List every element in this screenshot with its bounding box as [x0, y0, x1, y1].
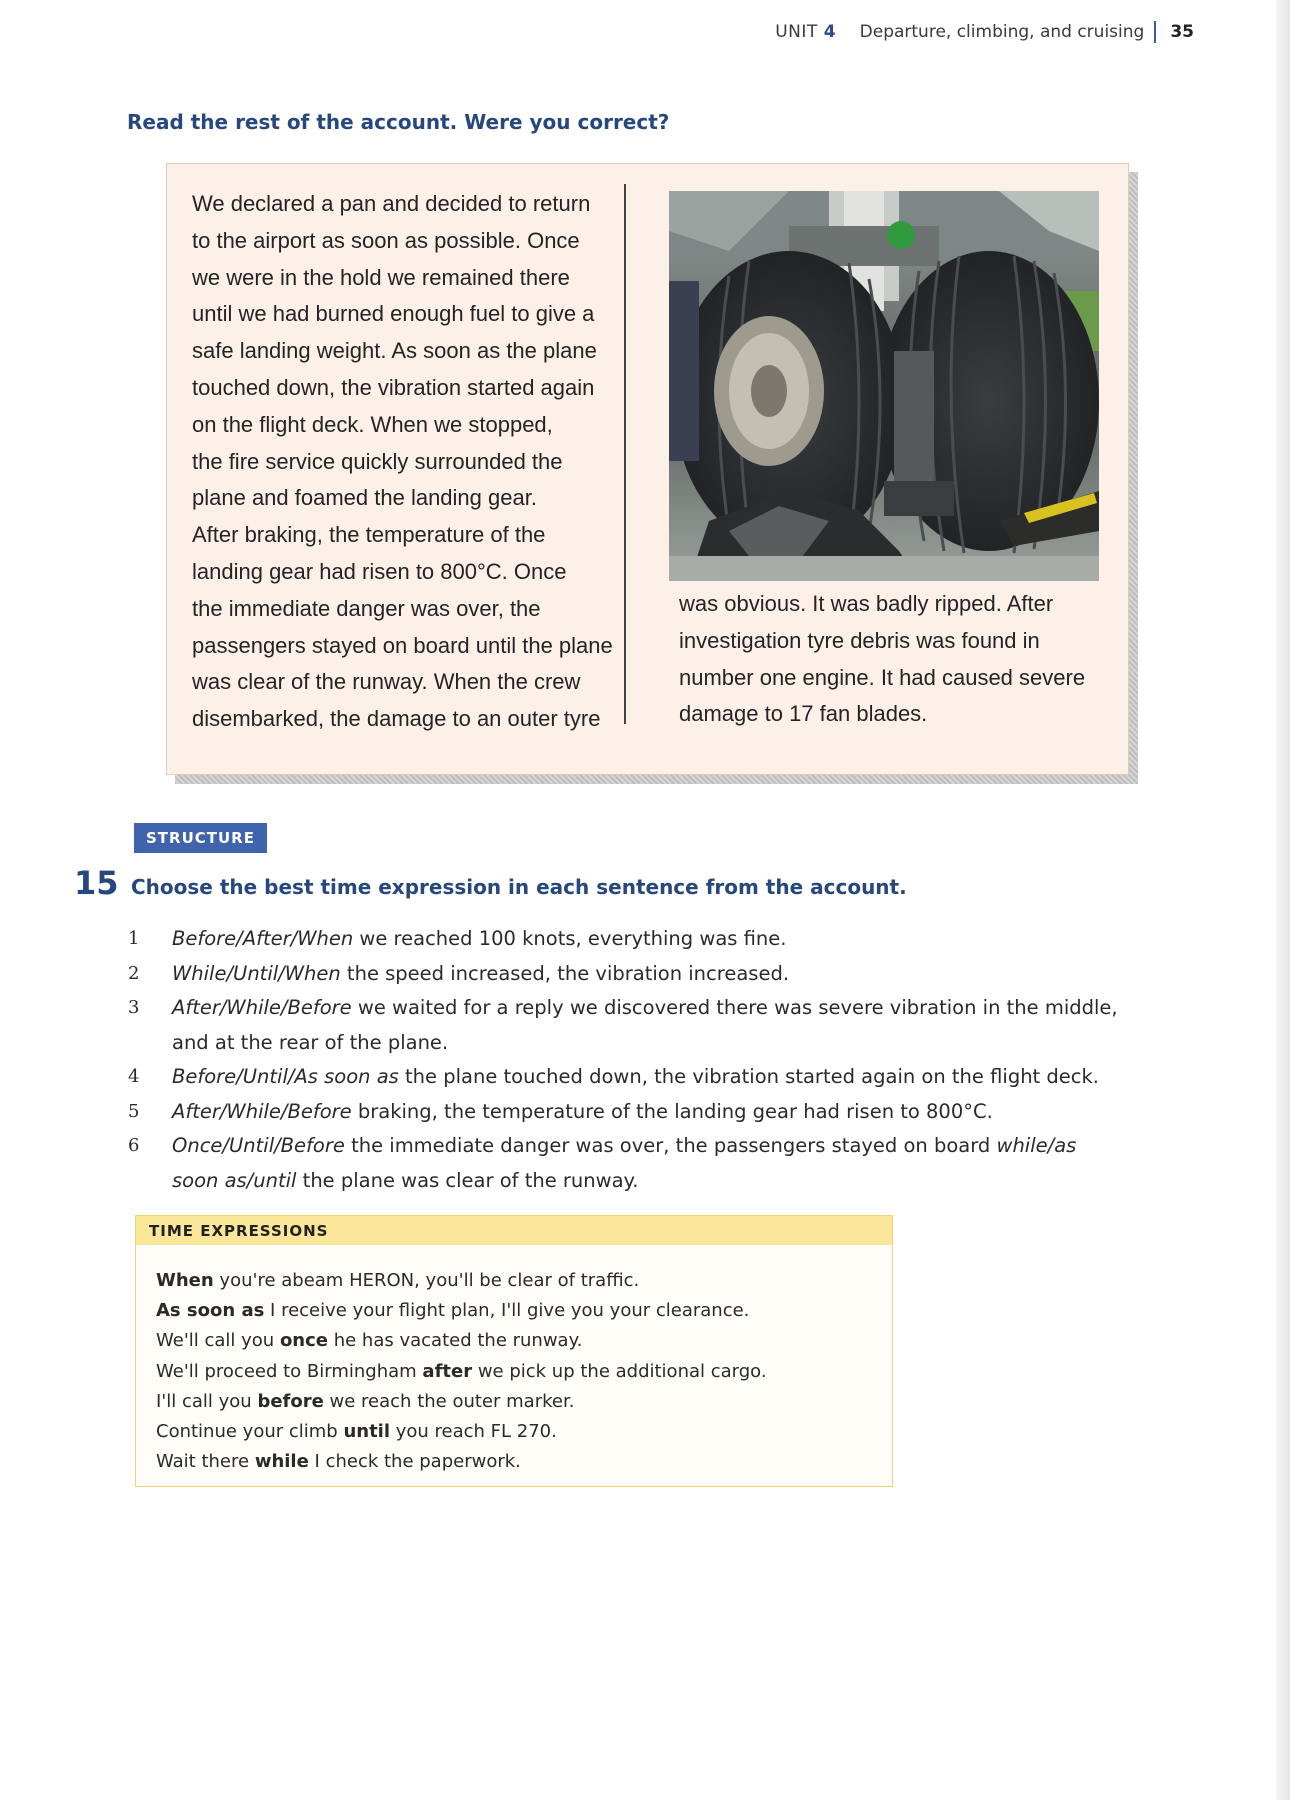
item-text-line — [172, 922, 1188, 957]
exercise-item — [128, 922, 1188, 957]
example-text: we reach the outer marker. — [323, 1390, 575, 1412]
reading-instruction: Read the rest of the account. Were you correct? — [127, 110, 670, 134]
example-text: we pick up the additional cargo. — [472, 1360, 767, 1382]
example-text: I'll call you — [156, 1390, 258, 1412]
exercise-list — [128, 922, 1188, 1198]
item-text: the plane touched down, the vibration started again on the flight deck. — [398, 1065, 1099, 1088]
page-number: 35 — [1170, 22, 1194, 42]
account-line: to the airport as soon as possible. Once — [192, 227, 580, 253]
unit-number: 4 — [823, 22, 836, 42]
item-number: 1 — [128, 928, 140, 949]
page-edge-shadow — [1276, 0, 1290, 1800]
item-number: 3 — [128, 997, 140, 1018]
time-expression-options: Before/Until/As soon as — [172, 1065, 399, 1088]
item-number: 5 — [128, 1100, 140, 1122]
account-line: We declared a pan and decided to return — [192, 191, 591, 216]
item-text: the immediate danger was over, the passengers stayed on board — [344, 1134, 997, 1157]
account-line: was clear of the runway. When the crew — [192, 669, 581, 695]
time-expression-keyword: until — [343, 1421, 391, 1443]
account-right-column — [679, 586, 1099, 733]
item-number: 4 — [128, 1066, 140, 1087]
header-divider — [1154, 21, 1156, 43]
time-expression-keyword: once — [279, 1330, 328, 1352]
example-text: Wait there — [156, 1451, 255, 1473]
item-text: the speed increased, the vibration increased. — [340, 961, 790, 985]
time-expression-example — [156, 1387, 767, 1417]
exercise-item — [128, 991, 1188, 1060]
account-line: After braking, the temperature of the — [192, 522, 546, 548]
account-line: damage to 17 fan blades. — [679, 701, 928, 727]
example-text: you're abeam HERON, you'll be clear of traffic. — [213, 1270, 640, 1291]
time-expression-example — [156, 1266, 767, 1296]
unit-label: UNIT — [775, 22, 818, 42]
account-line: investigation tyre debris was found in — [679, 627, 1040, 653]
time-expression-example — [156, 1417, 767, 1447]
account-line: the fire service quickly surrounded the — [192, 448, 563, 474]
time-expressions-heading: TIME EXPRESSIONS — [136, 1216, 892, 1245]
time-expression-keyword: As soon as — [156, 1300, 265, 1322]
account-line: touched down, the vibration started again — [192, 374, 595, 400]
time-expression-keyword: while — [254, 1451, 309, 1473]
item-text-line — [172, 1095, 1188, 1130]
item-text-line — [172, 1129, 1188, 1164]
item-text-line — [172, 991, 1188, 1026]
damaged-tyre-photo — [669, 191, 1099, 581]
time-expression-options: soon as/until — [172, 1168, 297, 1192]
time-expression-example — [156, 1447, 767, 1477]
exercise-item — [128, 1060, 1188, 1095]
item-number: 6 — [128, 1135, 140, 1156]
time-expression-options: Before/After/When — [172, 927, 354, 950]
time-expression-options: while/as — [996, 1134, 1077, 1157]
running-header — [775, 20, 1194, 44]
account-line: landing gear had risen to 800°C. Once — [192, 558, 567, 584]
example-text: We'll call you — [156, 1330, 280, 1352]
example-text: Continue your climb — [156, 1421, 344, 1443]
time-expression-options: After/While/Before — [172, 996, 352, 1019]
account-line: the immediate danger was over, the — [192, 595, 541, 621]
account-line: disembarked, the damage to an outer tyre — [192, 706, 601, 732]
item-text: and at the rear of the plane. — [172, 1030, 449, 1054]
item-number: 2 — [128, 962, 140, 984]
account-line: on the flight deck. When we stopped, — [192, 411, 553, 437]
exercise-number: 15 — [74, 864, 119, 902]
time-expression-example — [156, 1296, 767, 1326]
time-expression-keyword: before — [257, 1390, 324, 1412]
account-line: was obvious. It was badly ripped. After — [679, 591, 1054, 616]
item-text-line — [172, 1060, 1188, 1095]
example-text: I check the paperwork. — [308, 1451, 521, 1473]
example-text: I receive your flight plan, I'll give you your clearance. — [264, 1300, 750, 1322]
incident-account-box — [166, 163, 1129, 775]
time-expressions-list — [156, 1266, 767, 1477]
structure-label: STRUCTURE — [134, 823, 267, 853]
example-text: he has vacated the runway. — [328, 1330, 583, 1352]
account-line: we were in the hold we remained there — [192, 264, 570, 290]
example-text: you reach FL 270. — [390, 1421, 557, 1443]
account-line: safe landing weight. As soon as the plane — [192, 338, 597, 364]
exercise-title: Choose the best time expression in each sentence from the account. — [131, 875, 907, 899]
time-expression-keyword: after — [422, 1360, 473, 1382]
time-expression-example — [156, 1357, 767, 1387]
time-expressions-box — [135, 1215, 893, 1487]
chapter-title: Departure, climbing, and cruising — [859, 22, 1145, 42]
time-expression-options: Once/Until/Before — [172, 1134, 345, 1157]
account-line: passengers stayed on board until the plane — [192, 632, 613, 658]
account-line: number one engine. It had caused severe — [679, 664, 1086, 690]
account-line: until we had burned enough fuel to give a — [192, 301, 595, 327]
item-text: the plane was clear of the runway. — [296, 1168, 639, 1192]
item-text: we waited for a reply we discovered there was severe vibration in the middle, — [351, 996, 1118, 1019]
exercise-item — [128, 1129, 1188, 1198]
item-text: braking, the temperature of the landing gear had risen to 800°C. — [351, 1099, 993, 1123]
column-divider — [624, 184, 626, 724]
example-text: We'll proceed to Birmingham — [156, 1360, 423, 1382]
time-expression-example — [156, 1326, 767, 1356]
account-line: plane and foamed the landing gear. — [192, 485, 537, 511]
exercise-item — [128, 1095, 1188, 1130]
time-expression-keyword: When — [156, 1270, 214, 1291]
exercise-item — [128, 957, 1188, 992]
item-text: we reached 100 knots, everything was fine. — [353, 927, 787, 950]
account-left-column — [192, 186, 613, 738]
time-expression-options: After/While/Before — [172, 1099, 352, 1123]
item-text-line — [172, 1164, 1188, 1199]
item-text-line — [172, 957, 1188, 992]
time-expression-options: While/Until/When — [172, 961, 341, 985]
item-text-line — [172, 1026, 1188, 1061]
